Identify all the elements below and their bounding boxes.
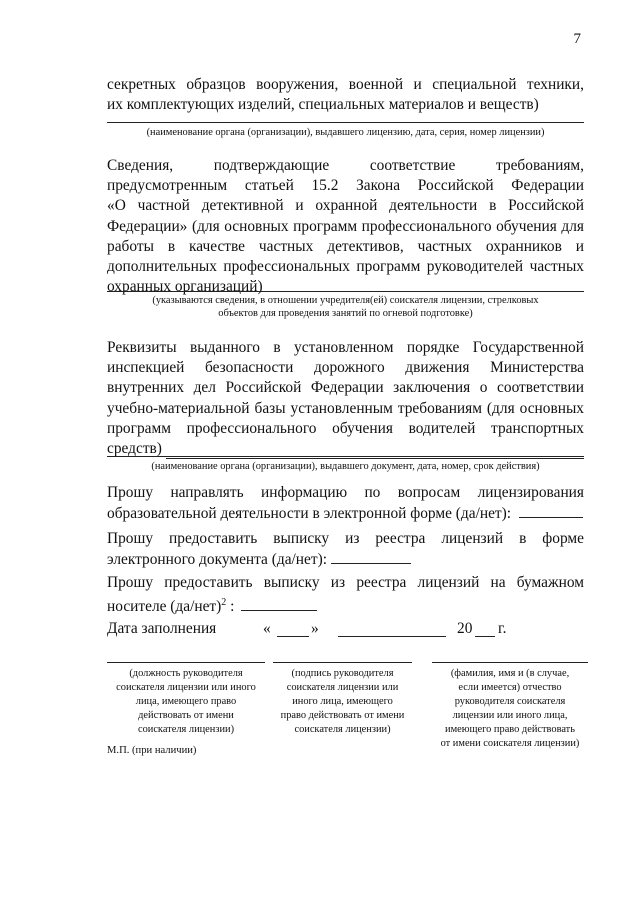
gibdd-requisites-text — [107, 338, 584, 459]
text-line — [107, 503, 584, 524]
text-line: внутренних дел Российской Федерации заключения о соответствии — [107, 379, 584, 397]
text-line: Прошу предоставить выписку из реестра лицензий в форме — [107, 530, 584, 547]
position-field[interactable] — [107, 662, 265, 663]
month-field[interactable] — [338, 622, 446, 637]
text-line: охранных организаций) — [107, 278, 263, 296]
caption-line: действовать от имени — [138, 710, 234, 721]
caption-line: иного лица, имеющего — [292, 696, 393, 707]
caption-line: (указываются сведения, в отношении учредителя(ей) соискателя лицензии, стрелковых — [152, 295, 539, 306]
year-prefix: 20 — [457, 620, 473, 637]
caption-line: руководителя соискателя — [454, 696, 566, 707]
text-line: «О частной детективной и охранной деятельности в Российской — [107, 197, 584, 215]
text-line: Прошу направлять информацию по вопросам лицензирования — [107, 484, 584, 501]
license-subject-text — [107, 75, 584, 115]
signature-block — [273, 662, 412, 737]
open-quote: « — [263, 620, 271, 637]
text-fragment: : — [226, 598, 235, 616]
day-field[interactable] — [277, 622, 309, 637]
caption-line: от имени соискателя лицензии) — [440, 738, 580, 749]
text-line: предусмотренным статьей 15.2 Закона Российской Федерации — [107, 177, 584, 195]
text-line: Федерации» (для основных программ профессионального обучения для — [107, 217, 584, 235]
fill-date-label: Дата заполнения — [107, 620, 217, 637]
year-suffix: г. — [498, 620, 507, 637]
caption-line: лица, имеющего право — [135, 696, 237, 707]
text-fragment: электронного документа (да/нет): — [107, 551, 327, 569]
electronic-extract-request — [107, 529, 584, 570]
text-line: дополнительных профессиональных программ руководителей частных — [107, 258, 584, 276]
paper-extract-request — [107, 573, 584, 618]
requirements-caption — [107, 294, 584, 320]
text-fragment: носителе (да/нет) — [107, 598, 222, 616]
electronic-extract-answer-field[interactable] — [331, 549, 411, 564]
full-name-field[interactable] — [432, 662, 588, 663]
text-line — [107, 549, 584, 570]
text-line: инспекцией безопасности дорожного движения Министерства — [107, 359, 584, 377]
text-line: секретных образцов вооружения, военной и специальной техники, — [107, 76, 584, 93]
position-signature-block — [107, 662, 265, 737]
caption-line: имеющего право действовать — [445, 724, 575, 735]
year-field[interactable] — [475, 622, 495, 637]
caption-line: соискателя лицензии) — [137, 724, 235, 735]
fill-line[interactable] — [107, 291, 584, 292]
electronic-info-answer-field[interactable] — [519, 503, 583, 518]
page-number: 7 — [573, 31, 581, 47]
caption-line: соискателя лицензии или — [286, 682, 399, 693]
text-fragment: средств) — [107, 440, 162, 458]
caption-line: право действовать от имени — [280, 710, 405, 721]
text-line: программ профессионального обучения водителей транспортных — [107, 419, 584, 437]
caption-line: (подпись руководителя — [291, 668, 394, 679]
close-quote: » — [311, 620, 319, 637]
caption-line: (фамилия, имя и (в случае, — [450, 668, 570, 679]
caption-line: объектов для проведения занятий по огневой подготовке) — [218, 308, 473, 319]
electronic-info-request — [107, 483, 584, 524]
text-line: Сведения, подтверждающие соответствие требованиям, — [107, 157, 584, 174]
caption-line: соискателя лицензии) — [294, 724, 391, 735]
name-signature-block — [432, 662, 588, 751]
stamp-note: М.П. (при наличии) — [107, 745, 197, 756]
text-fragment: образовательной деятельности в электронной форме (да/нет): — [107, 505, 512, 523]
text-line: учебно-материальной базы установленным требованиям (для основных — [107, 399, 584, 417]
license-caption: (наименование органа (организации), выдавшего лицензию, дата, серия, номер лицензии) — [146, 127, 545, 138]
text-line: работы в качестве частных детективов, частных охранников и — [107, 237, 584, 255]
requirements-text — [107, 156, 584, 297]
fill-line[interactable] — [107, 122, 584, 123]
fill-date-row — [107, 620, 584, 642]
fill-line[interactable] — [107, 456, 584, 457]
text-line — [107, 593, 584, 617]
text-line: Прошу предоставить выписку из реестра лицензий на бумажном — [107, 574, 584, 591]
text-line: Реквизиты выданного в установленном порядке Государственной — [107, 339, 584, 356]
gibdd-caption: (наименование органа (организации), выдавшего документ, дата, номер, срок действия) — [151, 461, 540, 472]
caption-line: соискателя лицензии или иного — [116, 682, 256, 693]
footnote-mark: 2 — [221, 597, 227, 609]
paper-extract-answer-field[interactable] — [241, 596, 317, 611]
caption-line: лицензии или иного лица, — [452, 710, 568, 721]
caption-line: если имеется) отчество — [458, 682, 562, 693]
text-line: их комплектующих изделий, специальных материалов и веществ) — [107, 96, 539, 114]
signature-field[interactable] — [273, 662, 412, 663]
caption-line: (должность руководителя — [129, 668, 243, 679]
